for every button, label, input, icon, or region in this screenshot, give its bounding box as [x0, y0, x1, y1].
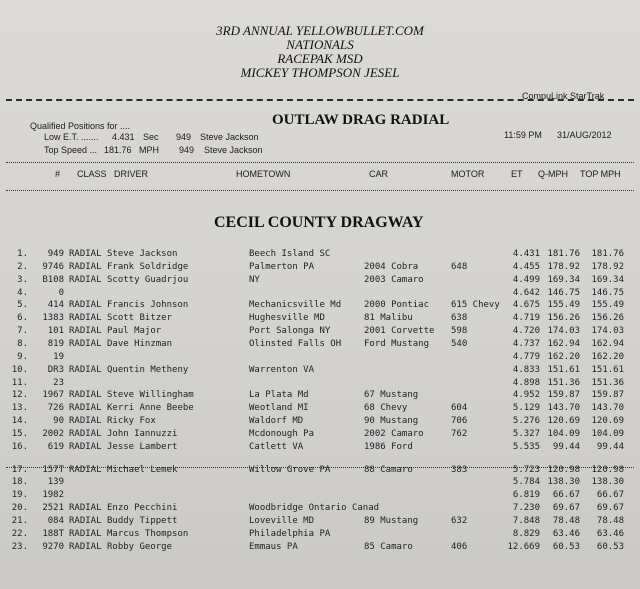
row-qmph: 169.34: [547, 274, 580, 285]
row-position: 18.: [11, 477, 28, 488]
row-car-number: 9746: [42, 261, 64, 272]
row-car: 90 Mustang: [364, 416, 419, 427]
row-hometown: Olinsted Falls OH: [249, 338, 342, 349]
track-name: CECIL COUNTY DRAGWAY: [214, 214, 424, 231]
row-qmph: 143.70: [547, 403, 580, 414]
low-et-car: 949: [176, 132, 192, 142]
row-top-mph: 162.20: [591, 351, 624, 362]
row-car: 81 Malibu: [364, 313, 413, 324]
row-position: 2.: [17, 261, 28, 272]
row-qmph: 66.67: [552, 490, 580, 501]
row-class: RADIAL: [69, 274, 102, 285]
row-top-mph: 99.44: [596, 441, 624, 452]
low-et-value: 4.431: [112, 132, 135, 142]
top-speed-car: 949: [179, 145, 195, 155]
row-motor: 604: [451, 403, 468, 414]
table-row: [0, 528, 640, 540]
row-car-number: 414: [47, 300, 64, 311]
row-position: 4.: [17, 287, 28, 298]
row-qmph: 99.44: [552, 441, 580, 452]
low-et-label: Low E.T. .......: [44, 132, 99, 142]
row-hometown: Warrenton VA: [249, 364, 315, 375]
table-row: [0, 364, 640, 376]
row-position: 16.: [11, 441, 28, 452]
row-hometown: La Plata Md: [249, 390, 309, 401]
table-row: [0, 351, 640, 363]
low-et-unit: Sec: [143, 132, 159, 142]
column-header-top-line: [6, 162, 634, 163]
table-row: [0, 476, 640, 488]
row-car-number: 23: [53, 377, 64, 388]
row-top-mph: 156.26: [591, 313, 624, 324]
row-car-number: 9270: [42, 541, 64, 552]
row-et: 4.719: [512, 313, 540, 324]
row-car-number: 819: [47, 338, 64, 349]
row-et: 4.455: [512, 261, 540, 272]
row-driver: Kerri Anne Beebe: [107, 403, 194, 414]
row-et: 4.431: [512, 249, 540, 259]
row-motor: 632: [451, 516, 468, 526]
row-top-mph: 63.46: [596, 528, 624, 539]
row-qmph: 104.09: [547, 428, 580, 439]
row-position: 21.: [11, 516, 28, 526]
row-car-number: 084: [47, 516, 64, 526]
row-position: 19.: [11, 490, 28, 501]
row-hometown: Port Salonga NY: [249, 326, 331, 337]
table-row: [0, 248, 640, 260]
row-top-mph: 120.69: [591, 416, 624, 427]
compulink-label: CompuLink StarTrak: [522, 91, 605, 101]
table-row: [0, 338, 640, 350]
row-et: 4.898: [512, 377, 540, 388]
table-row: [0, 541, 640, 553]
row-driver: Frank Soldridge: [107, 261, 189, 272]
table-row: [0, 428, 640, 440]
header-line-4: MICKEY THOMPSON JESEL: [240, 65, 400, 80]
top-speed-value: 181.76: [104, 145, 132, 155]
row-motor: 383: [451, 464, 468, 475]
event-title: OUTLAW DRAG RADIAL: [272, 112, 450, 128]
row-class: RADIAL: [69, 249, 102, 259]
row-qmph: 120.69: [547, 416, 580, 427]
row-motor: 540: [451, 338, 468, 349]
row-car-number: 101: [47, 326, 64, 337]
row-position: 10.: [11, 364, 28, 375]
row-qmph: 120.98: [547, 464, 580, 475]
row-qmph: 138.30: [547, 477, 580, 488]
row-hometown: Hughesville MD: [249, 313, 325, 324]
row-top-mph: 104.09: [591, 428, 624, 439]
row-car: 67 Mustang: [364, 390, 419, 401]
row-hometown: Catlett VA: [249, 441, 304, 452]
row-top-mph: 120.98: [591, 464, 624, 475]
row-et: 5.723: [512, 464, 540, 475]
row-car-number: 949: [47, 249, 64, 259]
row-hometown: Woodbridge Ontario Canad: [249, 503, 380, 514]
row-driver: Quentin Metheny: [107, 364, 189, 375]
row-driver: Michael Lemek: [107, 464, 178, 475]
row-top-mph: 69.67: [596, 503, 624, 514]
row-hometown: Emmaus PA: [249, 541, 298, 552]
table-row: [0, 464, 640, 476]
row-car-number: 139: [47, 477, 64, 488]
row-position: 17.: [11, 464, 28, 475]
row-driver: Buddy Tippett: [107, 516, 178, 526]
row-qmph: 159.87: [547, 390, 580, 401]
row-driver: Scotty Guadrjou: [107, 274, 189, 285]
row-top-mph: 60.53: [596, 541, 624, 552]
row-car: Ford Mustang: [364, 338, 430, 349]
row-position: 5.: [17, 300, 28, 311]
row-driver: Robby George: [107, 541, 173, 552]
row-car: 88 Camaro: [364, 464, 413, 475]
row-car: 68 Chevy: [364, 403, 408, 414]
row-et: 4.720: [512, 326, 540, 337]
row-hometown: Willow Grove PA: [249, 464, 331, 475]
row-motor: 638: [451, 313, 468, 324]
row-class: RADIAL: [69, 326, 102, 337]
row-qmph: 155.49: [547, 300, 580, 311]
row-motor: 598: [451, 326, 468, 337]
row-position: 14.: [11, 416, 28, 427]
row-et: 5.784: [512, 477, 540, 488]
row-class: RADIAL: [69, 428, 102, 439]
table-row: [0, 415, 640, 427]
top-speed-unit: MPH: [139, 145, 159, 155]
report-time: 11:59 PM: [504, 130, 542, 140]
table-row: [0, 377, 640, 389]
row-et: 4.642: [512, 287, 540, 298]
row-qmph: 174.03: [547, 326, 580, 337]
row-et: 6.819: [512, 490, 540, 501]
col-motor: MOTOR: [451, 169, 485, 179]
table-row: [0, 299, 640, 311]
row-car-number: 1383: [42, 313, 64, 324]
row-car: 2000 Pontiac: [364, 300, 430, 311]
row-driver: Marcus Thompson: [107, 528, 189, 539]
row-class: RADIAL: [69, 338, 102, 349]
row-driver: Ricky Fox: [107, 416, 156, 427]
row-motor: 406: [451, 541, 468, 552]
row-qmph: 78.48: [552, 516, 580, 526]
table-row: [0, 312, 640, 324]
row-class: RADIAL: [69, 300, 102, 311]
col-topmph: TOP MPH: [580, 169, 621, 179]
row-driver: Paul Major: [107, 326, 162, 337]
row-car-number: 0: [58, 287, 64, 298]
row-top-mph: 159.87: [591, 390, 624, 401]
row-et: 4.833: [512, 364, 540, 375]
row-et: 5.535: [512, 441, 540, 452]
row-hometown: Loveville MD: [249, 516, 315, 526]
row-et: 7.230: [512, 503, 540, 514]
row-position: 9.: [17, 351, 28, 362]
row-class: RADIAL: [69, 464, 102, 475]
row-driver: Francis Johnson: [107, 300, 189, 311]
row-driver: Jesse Lambert: [107, 441, 178, 452]
row-et: 8.829: [512, 528, 540, 539]
row-hometown: Beech Island SC: [249, 249, 331, 259]
table-row: [0, 261, 640, 273]
row-top-mph: 151.61: [591, 364, 624, 375]
row-qmph: 151.61: [547, 364, 580, 375]
row-top-mph: 155.49: [591, 300, 624, 311]
row-et: 7.848: [512, 516, 540, 526]
row-qmph: 146.75: [547, 287, 580, 298]
row-car-number: 19: [53, 351, 64, 362]
row-car-number: 157T: [42, 464, 64, 475]
table-row: [0, 502, 640, 514]
row-class: RADIAL: [69, 416, 102, 427]
header-line-2: NATIONALS: [286, 37, 354, 52]
row-et: 4.779: [512, 351, 540, 362]
col-hometown: HOMETOWN: [236, 169, 291, 179]
row-et: 4.952: [512, 390, 540, 401]
row-hometown: Philadelphia PA: [249, 528, 331, 539]
qualified-title: Qualified Positions for ....: [30, 121, 131, 131]
row-class: RADIAL: [69, 403, 102, 414]
table-row: [0, 441, 640, 453]
row-hometown: Mcdonough Pa: [249, 428, 315, 439]
row-position: 20.: [11, 503, 28, 514]
row-et: 5.276: [512, 416, 540, 427]
row-qmph: 181.76: [547, 249, 580, 259]
row-hometown: Mechanicsville Md: [249, 300, 342, 311]
row-car-number: 2002: [42, 428, 64, 439]
row-top-mph: 138.30: [591, 477, 624, 488]
row-class: RADIAL: [69, 261, 102, 272]
row-top-mph: 143.70: [591, 403, 624, 414]
row-motor: 615 Chevy: [451, 300, 500, 311]
row-position: 7.: [17, 326, 28, 337]
row-et: 5.129: [512, 403, 540, 414]
row-position: 3.: [17, 274, 28, 285]
row-car: 1986 Ford: [364, 441, 413, 452]
row-position: 12.: [11, 390, 28, 401]
row-et: 4.675: [512, 300, 540, 311]
row-qmph: 162.94: [547, 338, 580, 349]
row-top-mph: 178.92: [591, 261, 624, 272]
row-motor: 762: [451, 428, 468, 439]
table-row: [0, 402, 640, 414]
row-top-mph: 78.48: [596, 516, 624, 526]
row-et: 5.327: [512, 428, 540, 439]
row-motor: 648: [451, 261, 468, 272]
row-driver: Steve Willingham: [107, 390, 194, 401]
header-line-3: RACEPAK MSD: [277, 51, 363, 66]
row-qmph: 60.53: [552, 541, 580, 552]
row-position: 6.: [17, 313, 28, 324]
row-car-number: 1982: [42, 490, 64, 501]
table-row: [0, 389, 640, 401]
header-line-1: 3RD ANNUAL YELLOWBULLET.COM: [216, 23, 424, 38]
top-speed-label: Top Speed ...: [44, 145, 98, 155]
row-hometown: Weotland MI: [249, 403, 309, 414]
table-row: [0, 325, 640, 337]
row-hometown: Palmerton PA: [249, 261, 315, 272]
row-top-mph: 146.75: [591, 287, 624, 298]
row-position: 22.: [11, 528, 28, 539]
row-class: RADIAL: [69, 441, 102, 452]
report-date: 31/AUG/2012: [557, 130, 612, 140]
row-qmph: 178.92: [547, 261, 580, 272]
row-driver: Scott Bitzer: [107, 313, 173, 324]
row-car-number: DR3: [47, 364, 64, 375]
row-car-number: 619: [47, 441, 64, 452]
row-qmph: 151.36: [547, 377, 580, 388]
row-et: 12.669: [507, 541, 540, 552]
row-position: 11.: [11, 377, 28, 388]
row-hometown: Waldorf MD: [249, 416, 304, 427]
row-motor: 706: [451, 416, 468, 427]
row-driver: Steve Jackson: [107, 249, 178, 259]
row-class: RADIAL: [69, 528, 102, 539]
col-class: CLASS: [77, 169, 107, 179]
row-qmph: 69.67: [552, 503, 580, 514]
col-car: CAR: [369, 169, 389, 179]
row-driver: John Iannuzzi: [107, 428, 178, 439]
row-position: 1.: [17, 249, 28, 259]
row-class: RADIAL: [69, 541, 102, 552]
row-top-mph: 151.36: [591, 377, 624, 388]
row-class: RADIAL: [69, 516, 102, 526]
table-row: [0, 489, 640, 501]
row-top-mph: 66.67: [596, 490, 624, 501]
row-position: 15.: [11, 428, 28, 439]
row-driver: Enzo Pecchini: [107, 503, 178, 514]
row-qmph: 162.20: [547, 351, 580, 362]
row-class: RADIAL: [69, 364, 102, 375]
top-speed-driver: Steve Jackson: [204, 145, 263, 155]
row-et: 4.499: [512, 274, 540, 285]
col-num: #: [55, 169, 61, 179]
col-driver: DRIVER: [114, 169, 149, 179]
row-class: RADIAL: [69, 503, 102, 514]
row-class: RADIAL: [69, 390, 102, 401]
row-top-mph: 174.03: [591, 326, 624, 337]
row-top-mph: 169.34: [591, 274, 624, 285]
row-car: 2002 Camaro: [364, 428, 424, 439]
row-et: 4.737: [512, 338, 540, 349]
row-car-number: 726: [47, 403, 64, 414]
row-position: 13.: [11, 403, 28, 414]
row-car-number: 90: [53, 416, 64, 427]
row-position: 23.: [11, 541, 28, 552]
low-et-driver: Steve Jackson: [200, 132, 259, 142]
row-car: 2003 Camaro: [364, 274, 424, 285]
row-car: 89 Mustang: [364, 516, 419, 526]
row-top-mph: 181.76: [591, 249, 624, 259]
col-et: ET: [511, 169, 523, 179]
row-car-number: 2521: [42, 503, 64, 514]
column-header-bottom-line: [6, 190, 634, 191]
row-hometown: NY: [249, 274, 260, 285]
row-qmph: 63.46: [552, 528, 580, 539]
row-car-number: 1967: [42, 390, 64, 401]
table-row: [0, 274, 640, 286]
row-class: RADIAL: [69, 313, 102, 324]
row-top-mph: 162.94: [591, 338, 624, 349]
row-qmph: 156.26: [547, 313, 580, 324]
table-row: [0, 515, 640, 527]
table-row: [0, 287, 640, 299]
row-car: 2001 Corvette: [364, 326, 435, 337]
row-car-number: B108: [42, 274, 64, 285]
row-car-number: 188T: [42, 528, 64, 539]
row-car: 2004 Cobra: [364, 261, 419, 272]
row-position: 8.: [17, 338, 28, 349]
row-car: 85 Camaro: [364, 541, 413, 552]
col-qmph: Q-MPH: [538, 169, 568, 179]
row-driver: Dave Hinzman: [107, 338, 173, 349]
